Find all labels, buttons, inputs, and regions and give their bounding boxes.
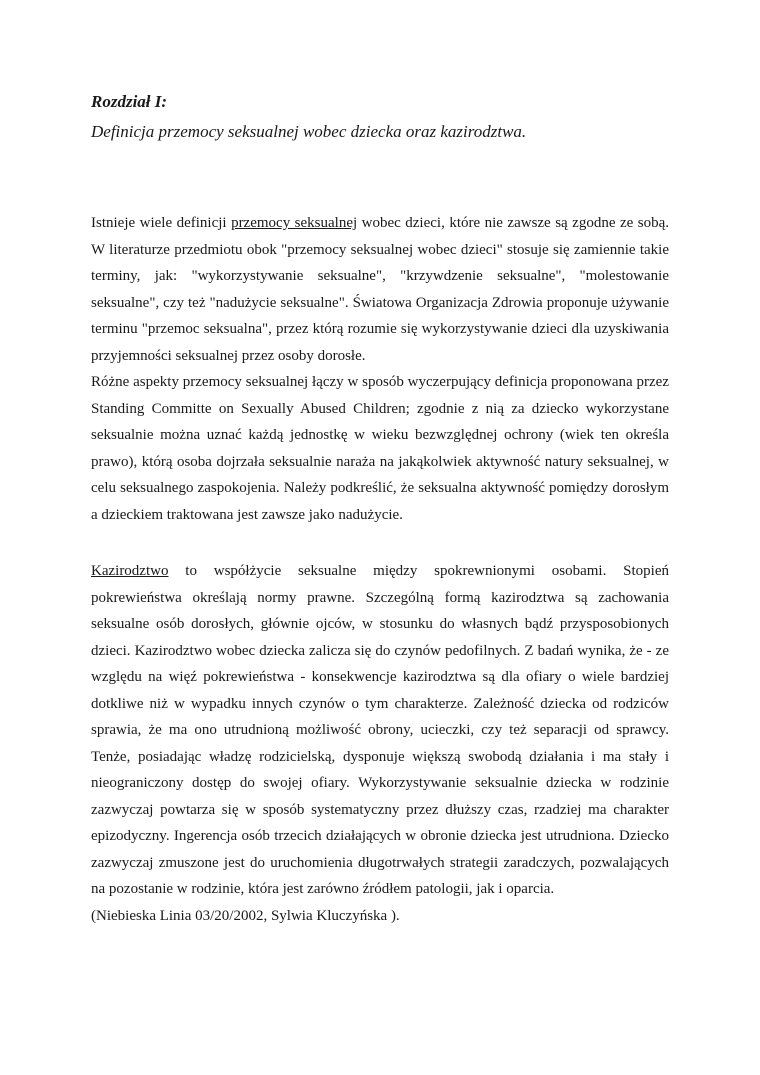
section-kazirodztwo <box>91 558 669 929</box>
paragraph-kazirodztwo <box>91 558 669 929</box>
paragraph-definitions <box>91 210 669 369</box>
paragraph-text: wobec dzieci, które nie zawsze są zgodne ze sobą. W literaturze przedmiotu obok "przemocy seksualnej wobec dzieci" stosuje się zamiennie takie terminy, jak: "wykorzystywanie seksualne", "krzywdzenie seksualne", "molestowanie seksualne", czy też "nadużycie seksualne". Światowa Organizacja Zdrowia proponuje używanie terminu "przemoc seksualna", przez którą rozumie się wykorzystywanie dzieci dla uzyskiwania przyjemności seksualnej przez osoby dorosłe. <box>91 215 670 364</box>
citation: (Niebieska Linia 03/20/2002, Sylwia Kluczyńska ). <box>91 907 400 924</box>
chapter-heading: Rozdział I: <box>91 92 168 111</box>
term-link-kazirodztwo[interactable]: Kazirodztwo <box>91 563 169 579</box>
chapter-subtitle: Definicja przemocy seksualnej wobec dziecka oraz kazirodztwa. <box>91 122 527 141</box>
section-definitions <box>91 210 669 528</box>
paragraph-standing-committee: Różne aspekty przemocy seksualnej łączy w sposób wyczerpujący definicja proponowana przez Standing Committe on Sexually Abused Children; zgodnie z nią za dziecko wykorzystane seksualnie można uznać każdą jednostkę w wieku bezwzględnej ochrony (wiek ten określa prawo), którą osoba dojrzała seksualnie naraża na jakąkolwiek aktywność natury seksualnej, w celu seksualnego zaspokojenia. Należy podkreślić, że seksualna aktywność pomiędzy dorosłym a dzieckiem traktowana jest zawsze jako nadużycie. <box>91 374 669 523</box>
paragraph-text: to współżycie seksualne między spokrewnionymi osobami. Stopień pokrewieństwa określają normy prawne. Szczególną formą kazirodztwa są zachowania seksualne osób dorosłych, głównie ojców, w stosunku do własnych bądź przysposobionych dzieci. Kazirodztwo wobec dziecka zalicza się do czynów pedofilnych. Z badań wynika, że - ze względu na więź pokrewieństwa - konsekwencje kazirodztwa są dla ofiary o wiele bardziej dotkliwe niż w wypadku innych czynów o tym charakterze. Zależność dziecka od rodziców sprawia, że ma ono utrudnioną możliwość obrony, ucieczki, czy też separacji od sprawcy. Tenże, posiadając władzę rodzicielską, dysponuje większą swobodą działania i ma stały i nieograniczony dostęp do swojej ofiary. Wykorzystywanie seksualnie dziecka w rodzinie zazwyczaj powtarza się w sposób systematyczny przez dłuższy czas, rzadziej ma charakter epizodyczny. Ingerencja osób trzecich działających w obronie dziecka jest utrudniona. Dziecko zazwyczaj zmuszone jest do uruchomienia długotrwałych strategii zaradczych, pozwalających na pozostanie w rodzinie, która jest zarówno źródłem patologii, jak i oparcia. <box>91 563 669 897</box>
term-link-przemoc[interactable]: przemocy seksualnej <box>231 215 358 231</box>
paragraph-text: Istnieje wiele definicji <box>91 215 232 231</box>
